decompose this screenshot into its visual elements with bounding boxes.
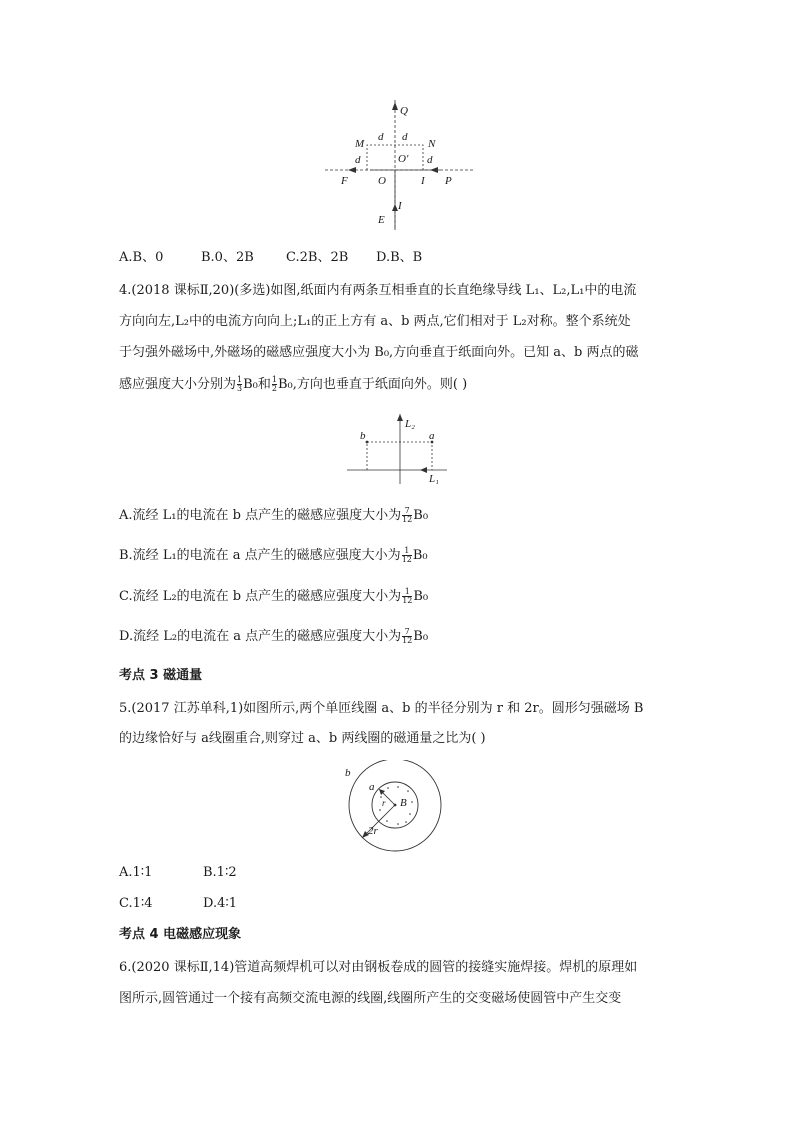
label-I-horizontal: I [421,175,425,187]
fraction-1-12: $\frac{1}{12}$ [402,587,413,605]
section-heading-3: 考点 3 磁通量 [119,668,203,683]
q6-line-2: 图所示,圆管通过一个接有高频交流电源的线圈,线圈所产生的交变磁场使圆管中产生交变 [119,991,622,1006]
q5-option-c[interactable]: C.1∶4 [119,896,153,911]
q3-option-c[interactable]: C.2B、2B [286,250,349,265]
figure-wires-crossing [320,100,480,235]
label-b: b [345,767,351,779]
q4-line-4-mid: B₀和 [243,377,271,392]
q4-line-3: 于匀强外磁场中,外磁场的磁感应强度大小为 B₀,方向垂直于纸面向外。已知 a、b 两点的磁 [119,345,639,360]
label-a: a [429,430,435,442]
label-B: B [400,797,407,809]
q4-line-4-post: B₀,方向也垂直于纸面向外。则( ) [277,377,468,392]
q4-option-d[interactable]: D.流经 L₂的电流在 a 点产生的磁感应强度大小为 $\frac{7}{12}$ B₀ [119,627,429,645]
label-I-vertical: I [398,200,402,212]
q5-line-2: 的边缘恰好与 a线圈重合,则穿过 a、b 两线圈的磁通量之比为( ) [119,731,486,746]
q3-option-a[interactable]: A.B、0 [119,250,164,265]
fraction-1-12: $\frac{1}{12}$ [401,546,412,564]
label-d-left: d [355,154,361,166]
q4-option-b[interactable]: B.流经 L₁的电流在 a 点产生的磁感应强度大小为 $\frac{1}{12}$ B₀ [119,546,428,564]
label-r: r [382,798,386,808]
label-L1: L₁ [429,473,439,485]
figure-l1-l2 [345,412,450,487]
label-d-top-left: d [378,131,384,143]
q6-line-1: 6.(2020 课标Ⅱ,14)管道高频焊机可以对由钢板卷成的圆管的接缝实施焊接。焊机的原理如 [119,960,638,975]
figure-concentric-coils [340,760,460,860]
q4-line-2: 方向向左,L₂中的电流方向向上;L₁的正上方有 a、b 两点,它们相对于 L₂对称。整个系统处 [119,314,631,329]
q5-line-1: 5.(2017 江苏单科,1)如图所示,两个单匝线圈 a、b 的半径分别为 r 和 2r。圆形匀强磁场 B [119,701,644,716]
label-Q: Q [400,105,408,117]
section-heading-4: 考点 4 电磁感应现象 [119,927,242,942]
q5-option-d[interactable]: D.4∶1 [203,896,238,911]
q5-option-a[interactable]: A.1∶1 [119,865,153,880]
label-2r: 2r [368,825,378,837]
fraction-7-12: $\frac{7}{12}$ [402,506,413,524]
label-a: a [369,781,375,793]
q4-line-4-pre: 感应强度大小分别为 [119,377,237,392]
label-F: F [341,175,348,187]
fraction-7-12: $\frac{7}{12}$ [402,627,413,645]
label-d-right: d [427,154,433,166]
q5-options-row-1 [119,864,237,882]
label-d-top-right: d [402,131,408,143]
q4-line-1: 4.(2018 课标Ⅱ,20)(多选)如图,纸面内有两条互相垂直的长直绝缘导线 L₁、L₂,L₁中的电流 [119,283,637,298]
label-b: b [360,430,366,442]
label-N: N [428,138,436,150]
fraction-one-half: $\frac{1}{2}$ [271,375,277,393]
q3-options [119,249,422,267]
q5-option-b[interactable]: B.1∶2 [203,865,237,880]
q4-option-a[interactable]: A.流经 L₁的电流在 b 点产生的磁感应强度大小为 $\frac{7}{12}$ B₀ [119,506,429,524]
q5-options-row-2 [119,895,237,913]
label-E: E [378,214,385,226]
q3-option-d[interactable]: D.B、B [376,250,423,265]
label-O-prime: O′ [398,153,409,165]
q4-option-c[interactable]: C.流经 L₂的电流在 b 点产生的磁感应强度大小为 $\frac{1}{12}$ B₀ [119,587,429,605]
label-M: M [355,138,365,150]
q3-option-b[interactable]: B.0、2B [201,250,254,265]
label-L2: L₂ [405,418,415,430]
label-P: P [445,175,452,187]
fraction-one-third: $\frac{1}{3}$ [237,375,243,393]
q4-line-4 [119,376,467,394]
label-O: O [378,175,386,187]
